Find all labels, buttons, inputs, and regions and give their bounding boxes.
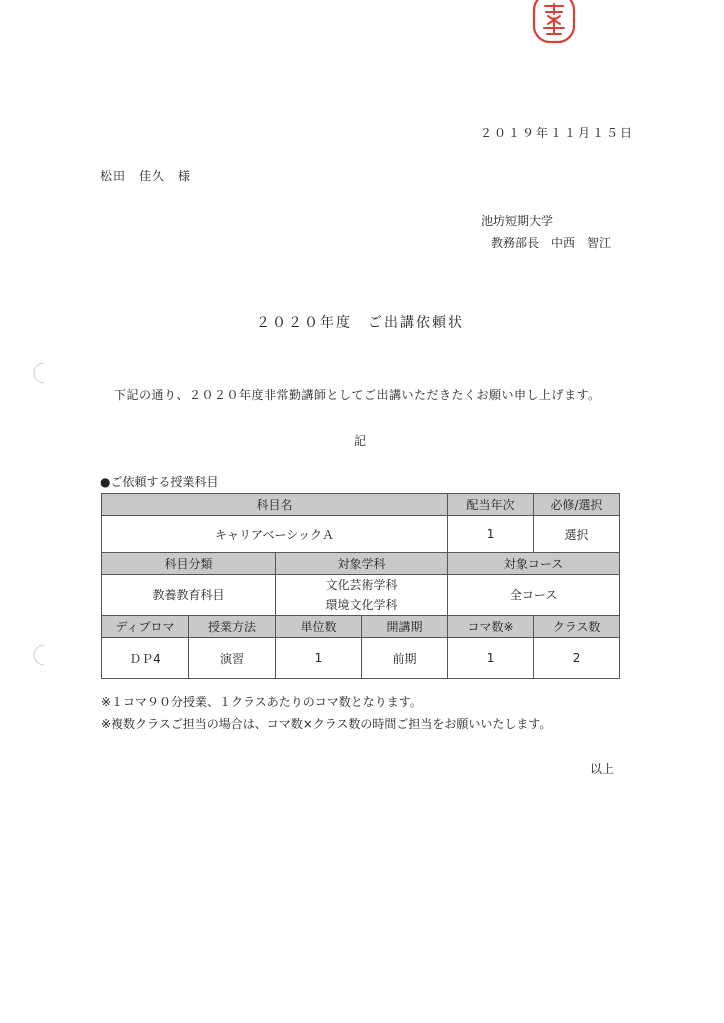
value-course: 全コース [448, 575, 620, 616]
value-diploma: ＤＰ4 [102, 638, 189, 679]
value-department [276, 575, 448, 616]
value-credits: 1 [276, 638, 362, 679]
table-row [102, 616, 620, 638]
issue-date: ２０１９年１１月１５日 [480, 126, 635, 140]
sender-organization: 池坊短期大学 [481, 214, 554, 228]
recipient-name: 松田 佳久 様 [100, 169, 192, 183]
value-required: 選択 [534, 516, 620, 553]
value-method: 演習 [189, 638, 276, 679]
value-year: 1 [448, 516, 534, 553]
table-row [102, 516, 620, 553]
header-subject-name: 科目名 [102, 494, 448, 516]
hole-punch-mark-top [24, 360, 50, 386]
table-row [102, 494, 620, 516]
course-table [101, 493, 620, 679]
header-method: 授業方法 [189, 616, 276, 638]
request-body-text: 下記の通り、２０２０年度非常勤講師としてご出講いただきたくお願い申し上げます。 [114, 388, 601, 402]
hole-punch-mark-bottom [24, 642, 50, 668]
seal-stamp [531, 0, 577, 46]
header-credits: 単位数 [276, 616, 362, 638]
header-koma: コマ数※ [448, 616, 534, 638]
section-heading: ●ご依頼する授業科目 [100, 475, 219, 489]
value-term: 前期 [362, 638, 448, 679]
header-classes: クラス数 [534, 616, 620, 638]
closing-ijo: 以上 [590, 762, 615, 776]
table-row [102, 553, 620, 575]
header-diploma: ディプロマ [102, 616, 189, 638]
value-department-2: 環境文化学科 [325, 598, 398, 612]
footnote-koma: ※１コマ９０分授業、１クラスあたりのコマ数となります。 [101, 695, 422, 709]
value-category: 教養教育科目 [102, 575, 276, 616]
value-subject-name: キャリアベーシックＡ [102, 516, 448, 553]
header-term: 開講期 [362, 616, 448, 638]
header-category: 科目分類 [102, 553, 276, 575]
value-department-1: 文化芸術学科 [325, 578, 398, 592]
header-course: 対象コース [448, 553, 620, 575]
header-department: 対象学科 [276, 553, 448, 575]
sender-person: 教務部長 中西 智江 [491, 236, 612, 250]
value-classes: 2 [534, 638, 620, 679]
ki-marker: 記 [354, 434, 367, 448]
table-row [102, 575, 620, 616]
document-title: ２０２０年度 ご出講依頼状 [256, 315, 464, 331]
table-row [102, 638, 620, 679]
footnote-multiple-classes: ※複数クラスご担当の場合は、コマ数×クラス数の時間ご担当をお願いいたします。 [101, 717, 552, 731]
header-year: 配当年次 [448, 494, 534, 516]
value-koma: 1 [448, 638, 534, 679]
header-required: 必修/選択 [534, 494, 620, 516]
